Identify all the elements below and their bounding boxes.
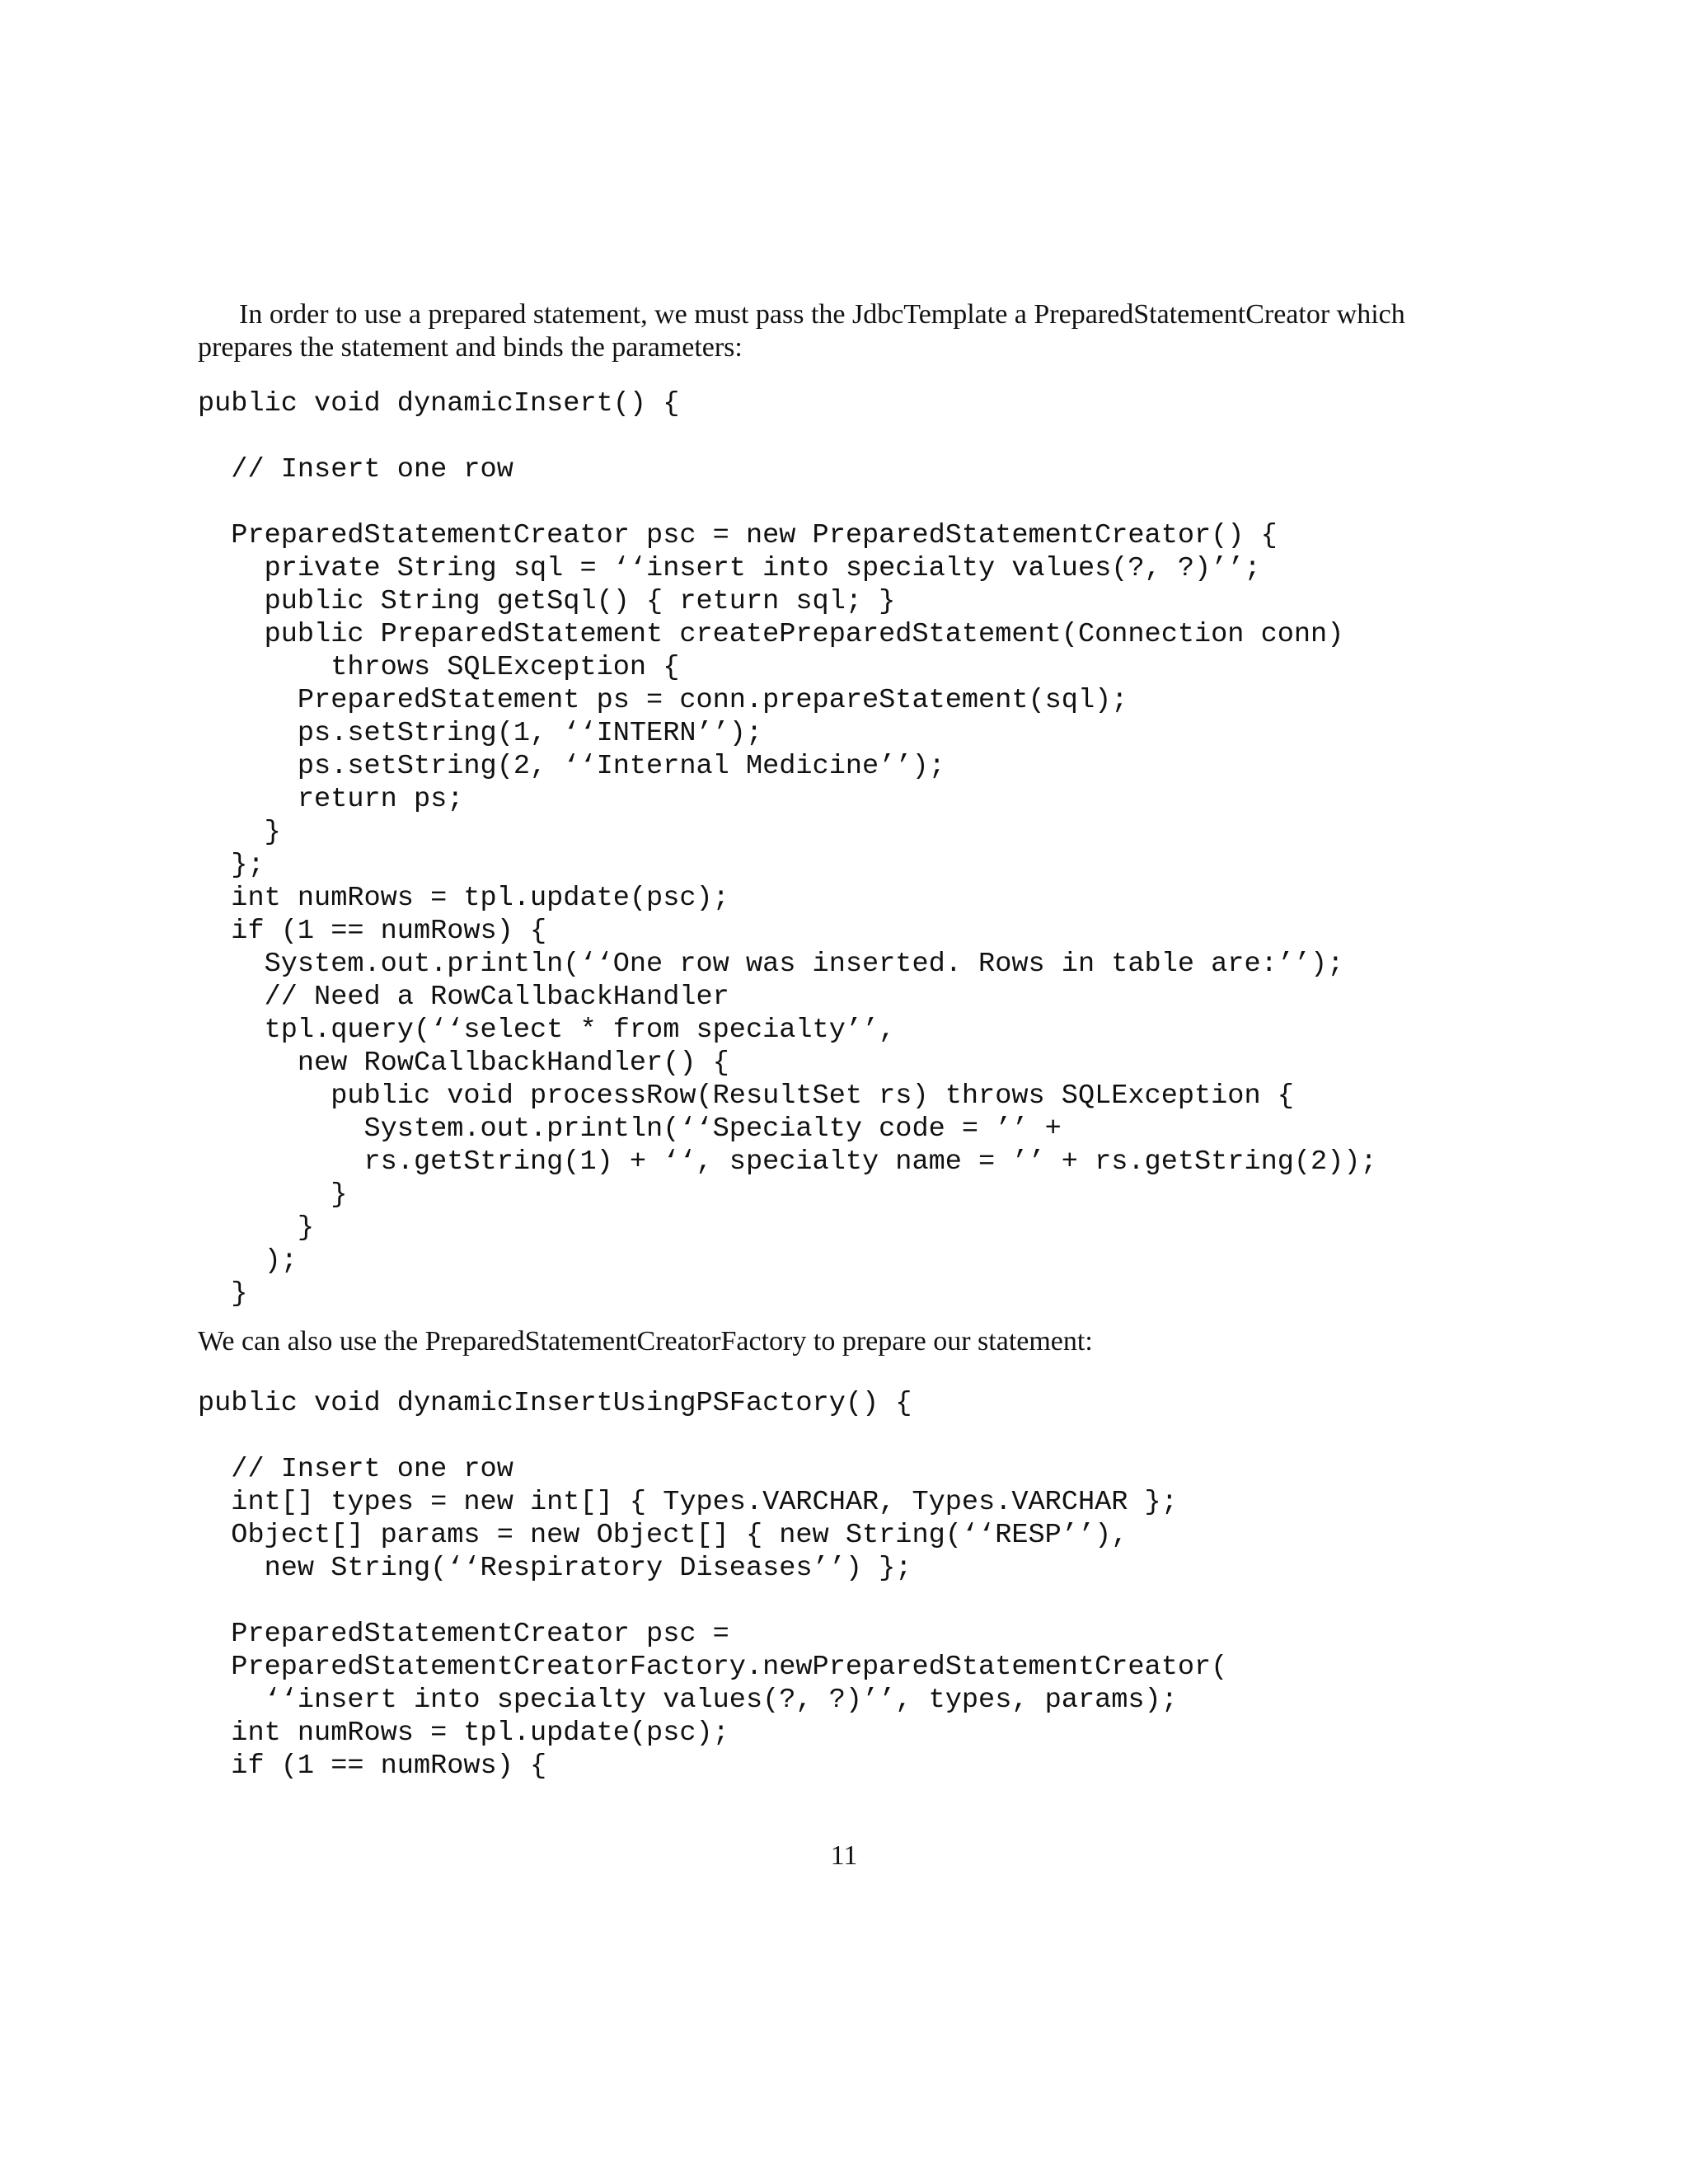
code-line: public void processRow(ResultSet rs) throws SQLException { bbox=[198, 1080, 1294, 1112]
code-line bbox=[198, 1585, 1227, 1618]
code-line: PreparedStatementCreator psc = new PreparedStatementCreator() { bbox=[198, 520, 1278, 551]
code-line: int numRows = tpl.update(psc); bbox=[198, 1718, 729, 1749]
factory-paragraph bbox=[198, 1325, 1500, 1358]
code-line: new RowCallbackHandler() { bbox=[198, 1047, 729, 1079]
code-line: public PreparedStatement createPreparedStatement(Connection conn) bbox=[198, 619, 1344, 650]
code-line: System.out.println(‘‘Specialty code = ’’ + bbox=[198, 1113, 1062, 1145]
code-line: return ps; bbox=[198, 784, 464, 815]
code-line: if (1 == numRows) { bbox=[198, 1750, 547, 1782]
code-line: int numRows = tpl.update(psc); bbox=[198, 883, 729, 914]
code-line: }; bbox=[198, 850, 265, 881]
code-line: Object[] params = new Object[] { new String(‘‘RESP’’), bbox=[198, 1520, 1128, 1551]
code-block-dynamic-insert-ps-factory bbox=[198, 1387, 1227, 1783]
intro-text: In order to use a prepared statement, we must pass the JdbcTemplate a PreparedStatementCreator which prepares the statement and binds the parameters: bbox=[198, 299, 1405, 363]
code-line: public void dynamicInsertUsingPSFactory() { bbox=[198, 1388, 912, 1419]
code-line: int[] types = new int[] { Types.VARCHAR, Types.VARCHAR }; bbox=[198, 1487, 1178, 1518]
code-line: } bbox=[198, 1278, 248, 1310]
code-line: public String getSql() { return sql; } bbox=[198, 586, 896, 617]
code-line: PreparedStatement ps = conn.prepareStatement(sql); bbox=[198, 685, 1128, 716]
code-line: } bbox=[198, 1212, 315, 1244]
code-line: new String(‘‘Respiratory Diseases’’) }; bbox=[198, 1553, 912, 1584]
code-line: ps.setString(2, ‘‘Internal Medicine’’); bbox=[198, 751, 945, 782]
code-line: ps.setString(1, ‘‘INTERN’’); bbox=[198, 718, 763, 749]
code-line bbox=[198, 486, 1377, 519]
code-line: if (1 == numRows) { bbox=[198, 916, 547, 947]
code-line: // Insert one row bbox=[198, 454, 513, 485]
code-line: } bbox=[198, 1179, 348, 1211]
code-line: PreparedStatementCreator psc = bbox=[198, 1619, 729, 1650]
code-block-dynamic-insert bbox=[198, 387, 1377, 1310]
intro-paragraph bbox=[198, 298, 1500, 364]
code-line: tpl.query(‘‘select * from specialty’’, bbox=[198, 1015, 896, 1046]
code-line: // Insert one row bbox=[198, 1454, 513, 1485]
code-line: } bbox=[198, 817, 281, 848]
code-line bbox=[198, 1420, 1227, 1453]
code-line: ); bbox=[198, 1245, 298, 1277]
factory-text: We can also use the PreparedStatementCreatorFactory to prepare our statement: bbox=[198, 1326, 1093, 1357]
code-line: ‘‘insert into specialty values(?, ?)’’, types, params); bbox=[198, 1685, 1178, 1716]
code-line: private String sql = ‘‘insert into specialty values(?, ?)’’; bbox=[198, 553, 1261, 584]
code-line: throws SQLException { bbox=[198, 652, 680, 683]
code-line: System.out.println(‘‘One row was inserted. Rows in table are:’’); bbox=[198, 949, 1344, 980]
code-line bbox=[198, 420, 1377, 453]
code-line: rs.getString(1) + ‘‘, specialty name = ’’ + rs.getString(2)); bbox=[198, 1146, 1377, 1178]
code-line: PreparedStatementCreatorFactory.newPreparedStatementCreator( bbox=[198, 1652, 1228, 1683]
code-line: // Need a RowCallbackHandler bbox=[198, 982, 729, 1013]
code-line: public void dynamicInsert() { bbox=[198, 388, 680, 419]
page-number: 11 bbox=[830, 1840, 858, 1871]
